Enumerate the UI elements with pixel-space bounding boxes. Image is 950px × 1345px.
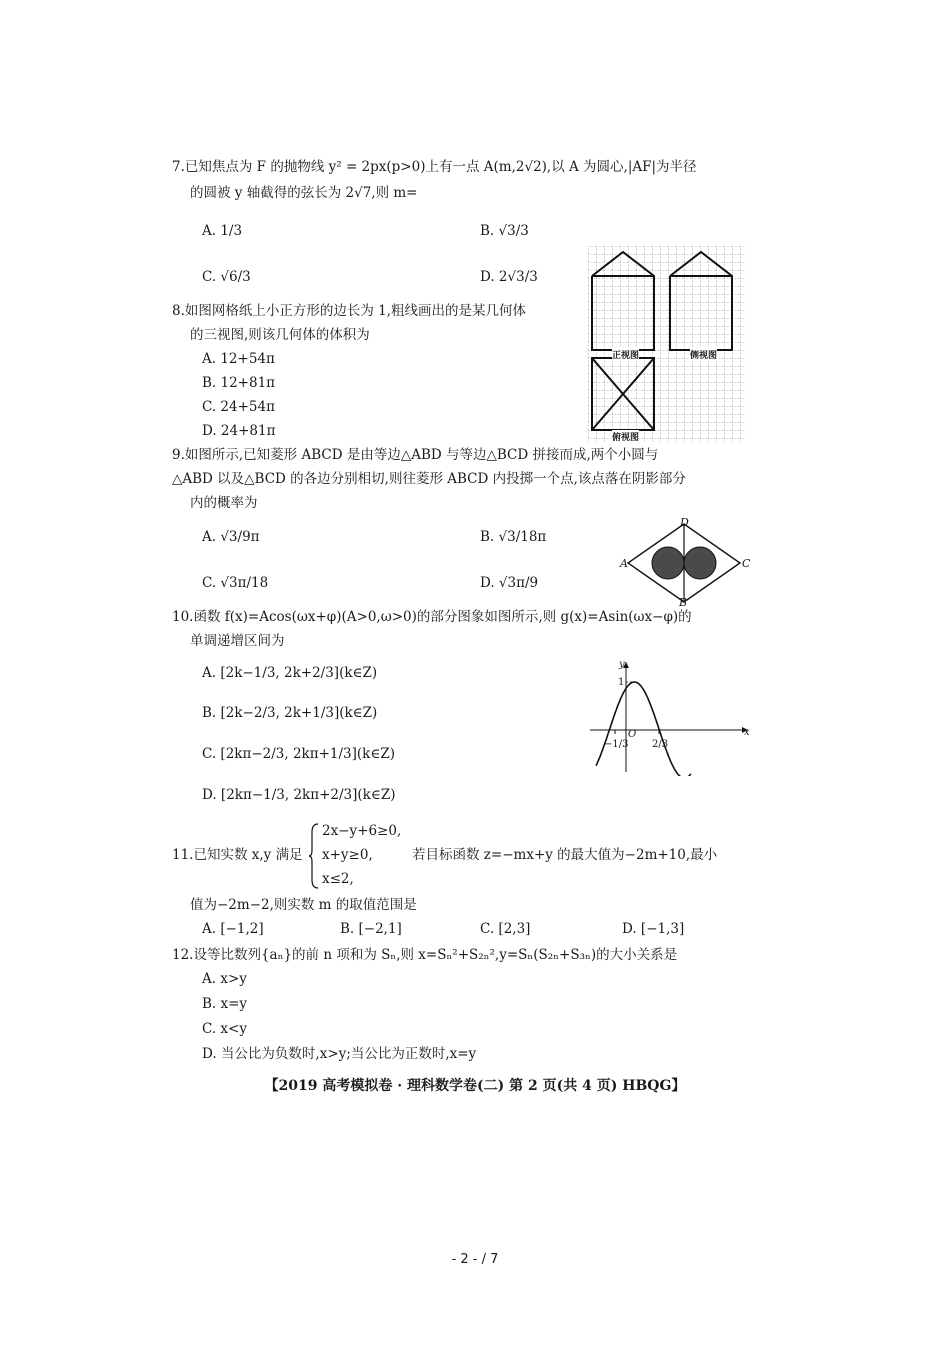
tick-label-pos: 2/3 <box>652 739 669 750</box>
q9-option-d: D. √3π/9 <box>480 575 539 591</box>
q11-stem-line2: 值为−2m−2,则实数 m 的取值范围是 <box>190 897 417 913</box>
side-view-caption: 侧视图 <box>690 348 717 361</box>
q7-stem-line1: 7.已知焦点为 F 的抛物线 y² = 2px(p>0)上有一点 A(m,2√2),以 A 为圆心,|AF|为半径 <box>172 159 697 175</box>
q7-option-c: C. √6/3 <box>202 269 251 285</box>
axis-label-y: y <box>619 659 625 670</box>
q12-option-a: A. x>y <box>202 971 247 987</box>
q11-option-d: D. [−1,3] <box>622 921 685 937</box>
origin-label: O <box>628 729 637 740</box>
axis-label-x: x <box>744 727 750 738</box>
q8-stem-line2: 的三视图,则该几何体的体积为 <box>190 327 370 343</box>
q11-option-c: C. [2,3] <box>480 921 531 937</box>
vertex-label-b: B <box>679 596 688 609</box>
q8-option-a: A. 12+54π <box>202 351 275 367</box>
q9-stem-line1: 9.如图所示,已知菱形 ABCD 是由等边△ABD 与等边△BCD 拼接而成,两个小圆与 <box>172 447 659 463</box>
vertex-label-d: D <box>680 516 689 529</box>
q9-option-a: A. √3/9π <box>202 529 260 545</box>
q7-option-b: B. √3/3 <box>480 223 529 239</box>
vertex-label-c: C <box>742 557 751 570</box>
three-view-figure <box>588 246 746 442</box>
q11-constraint-2: x+y≥0, <box>322 847 373 863</box>
q10-option-c: C. [2kπ−2/3, 2kπ+1/3](k∈Z) <box>202 746 395 762</box>
q9-stem-line3: 内的概率为 <box>190 495 258 511</box>
q9-stem-line2: △ABD 以及△BCD 的各边分别相切,则往菱形 ABCD 内投掷一个点,该点落在阴影部分 <box>172 471 686 487</box>
q11-prefix: 11.已知实数 x,y 满足 <box>172 847 303 863</box>
q12-option-b: B. x=y <box>202 996 248 1012</box>
q10-option-a: A. [2k−1/3, 2k+2/3](k∈Z) <box>202 665 378 681</box>
q10-option-d: D. [2kπ−1/3, 2kπ+2/3](k∈Z) <box>202 787 396 803</box>
tick-label-neg: −1/3 <box>604 739 629 750</box>
q8-stem-line1: 8.如图网格纸上小正方形的边长为 1,粗线画出的是某几何体 <box>172 303 527 319</box>
q8-option-c: C. 24+54π <box>202 399 275 415</box>
q11-stem-rest: 若目标函数 z=−mx+y 的最大值为−2m+10,最小 <box>412 847 718 863</box>
q11-constraint-1: 2x−y+6≥0, <box>322 823 402 839</box>
q11-constraint-3: x≤2, <box>322 871 354 887</box>
q7-option-a: A. 1/3 <box>202 223 243 239</box>
q9-option-b: B. √3/18π <box>480 529 547 545</box>
q11-option-a: A. [−1,2] <box>202 921 264 937</box>
q10-option-b: B. [2k−2/3, 2k+1/3](k∈Z) <box>202 705 378 721</box>
top-view-caption: 俯视图 <box>612 430 639 443</box>
q11-option-b: B. [−2,1] <box>340 921 402 937</box>
q12-option-d: D. 当公比为负数时,x>y;当公比为正数时,x=y <box>202 1046 477 1062</box>
q8-option-d: D. 24+81π <box>202 423 276 439</box>
tick-label-one: 1 <box>618 677 625 688</box>
q12-option-c: C. x<y <box>202 1021 247 1037</box>
q7-stem-line2: 的圆被 y 轴截得的弦长为 2√7,则 m= <box>190 185 418 201</box>
cosine-curve <box>596 682 691 776</box>
q12-stem: 12.设等比数列{aₙ}的前 n 项和为 Sₙ,则 x=Sₙ²+S₂ₙ²,y=Sₙ(S₂ₙ+S₃ₙ)的大小关系是 <box>172 947 678 963</box>
page-number: - 2 - / 7 <box>451 1252 499 1267</box>
q10-stem-line2: 单调递增区间为 <box>190 633 285 649</box>
front-view-caption: 正视图 <box>612 348 639 361</box>
q7-option-d: D. 2√3/3 <box>480 269 538 285</box>
vertex-label-a: A <box>620 557 628 570</box>
exam-footer: 【2019 高考模拟卷 · 理科数学卷(二) 第 2 页(共 4 页) HBQG】 <box>264 1078 686 1094</box>
cosine-graph-figure <box>588 656 754 776</box>
system-brace <box>308 822 320 890</box>
q10-stem-line1: 10.函数 f(x)=Acos(ωx+φ)(A>0,ω>0)的部分图象如图所示,则 g(x)=Asin(ωx−φ)的 <box>172 609 692 625</box>
q8-option-b: B. 12+81π <box>202 375 276 391</box>
q9-option-c: C. √3π/18 <box>202 575 269 591</box>
